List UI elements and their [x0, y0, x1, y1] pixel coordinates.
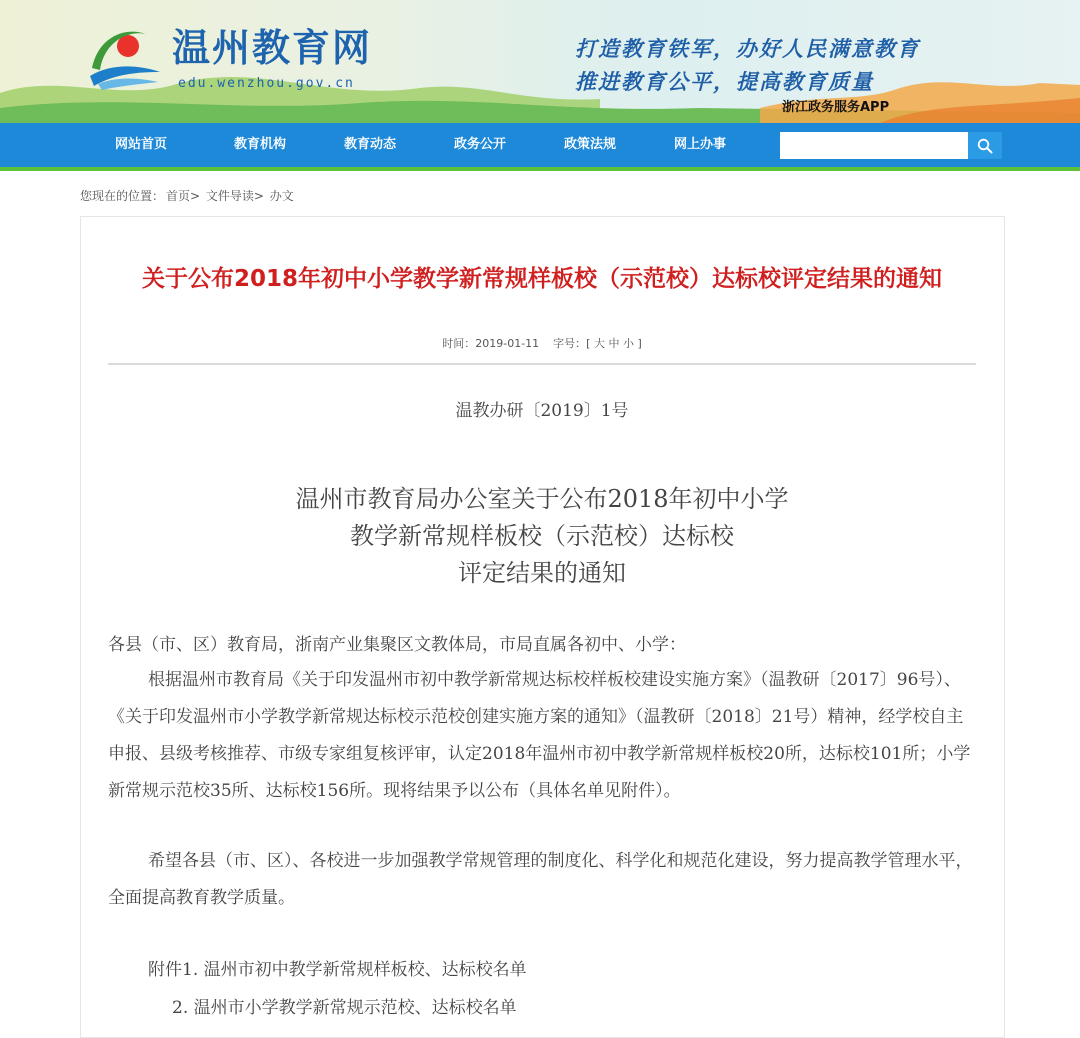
font-size-medium-button[interactable]: 中 [608, 337, 620, 350]
slogan-line-2: 推进教育公平，提高教育质量 [575, 69, 874, 94]
site-logo[interactable] [84, 20, 164, 92]
salutation: 各县（市、区）教育局，浙南产业集聚区文教体局，市局直属各初中、小学： [108, 635, 686, 655]
site-banner [0, 0, 1080, 123]
nav-item-online-services[interactable]: 网上办事 [674, 137, 727, 152]
font-size-label-end: ] [637, 337, 642, 350]
site-url: edu.wenzhou.gov.cn [178, 76, 355, 91]
nav-item-gov-affairs[interactable]: 政务公开 [454, 137, 507, 152]
breadcrumb [80, 187, 296, 204]
nav-item-news[interactable]: 教育动态 [344, 137, 397, 152]
sun-over-hills-logo [84, 20, 164, 92]
font-size-large-button[interactable]: 大 [593, 337, 605, 350]
document-title [108, 481, 976, 592]
search-input[interactable] [780, 132, 968, 159]
body-paragraph-1: 根据温州市教育局《关于印发温州市初中教学新常规达标校样板校建设实施方案》（温教研〔2017〕96号）、《关于印发温州市小学教学新常规达标校示范校创建实施方案的通知》（温教研〔2018〕21号）精神，经学校自主申报、县级考核推荐、市级专家组复核评审，认定2018年温州市初中教学新常规样板校20所，达标校101所；小学新常规示范校35所、达标校156所。现将结果予以公布（具体名单见附件）。 [108, 670, 971, 801]
document-number: 温教办研〔2019〕1号 [455, 401, 629, 421]
attachment-link-2[interactable]: 2. 温州市小学教学新常规示范校、达标校名单 [172, 998, 517, 1018]
nav-item-home[interactable]: 网站首页 [115, 137, 168, 152]
nav-item-institutions[interactable]: 教育机构 [234, 137, 287, 152]
search-button[interactable] [968, 132, 1002, 159]
title-divider [108, 363, 976, 365]
site-name: 温州教育网 [172, 25, 373, 70]
article-title: 关于公布2018年初中小学教学新常规样板校（示范校）达标校评定结果的通知 [141, 266, 942, 292]
attachment-link-1[interactable]: 附件1. 温州市初中教学新常规样板校、达标校名单 [148, 960, 527, 980]
breadcrumb-home[interactable]: 首页> [166, 189, 201, 203]
app-link[interactable]: 浙江政务服务APP [782, 100, 890, 115]
breadcrumb-office-docs[interactable]: 办文 [269, 189, 294, 203]
body-paragraph-2: 希望各县（市、区）、各校进一步加强教学常规管理的制度化、科学化和规范化建设，努力提高教学管理水平，全面提高教育教学质量。 [108, 851, 973, 908]
document-title-line: 教学新常规样板校（示范校）达标校 [350, 522, 734, 550]
document-title-line: 评定结果的通知 [458, 559, 626, 587]
slogan-line-1: 打造教育铁军，办好人民满意教育 [575, 36, 920, 61]
breadcrumb-file-guide[interactable]: 文件导读> [205, 189, 264, 203]
document-title-line: 温州市教育局办公室关于公布2018年初中小学 [295, 485, 789, 513]
article-meta [108, 335, 976, 351]
breadcrumb-prefix: 您现在的位置： [80, 189, 165, 203]
font-size-label: 字号：[ [553, 337, 591, 350]
nav-item-policies[interactable]: 政策法规 [564, 137, 617, 152]
publish-time: 时间：2019-01-11 [442, 337, 540, 350]
font-size-small-button[interactable]: 小 [622, 337, 634, 350]
main-nav [0, 123, 1080, 171]
search-icon [977, 138, 993, 154]
